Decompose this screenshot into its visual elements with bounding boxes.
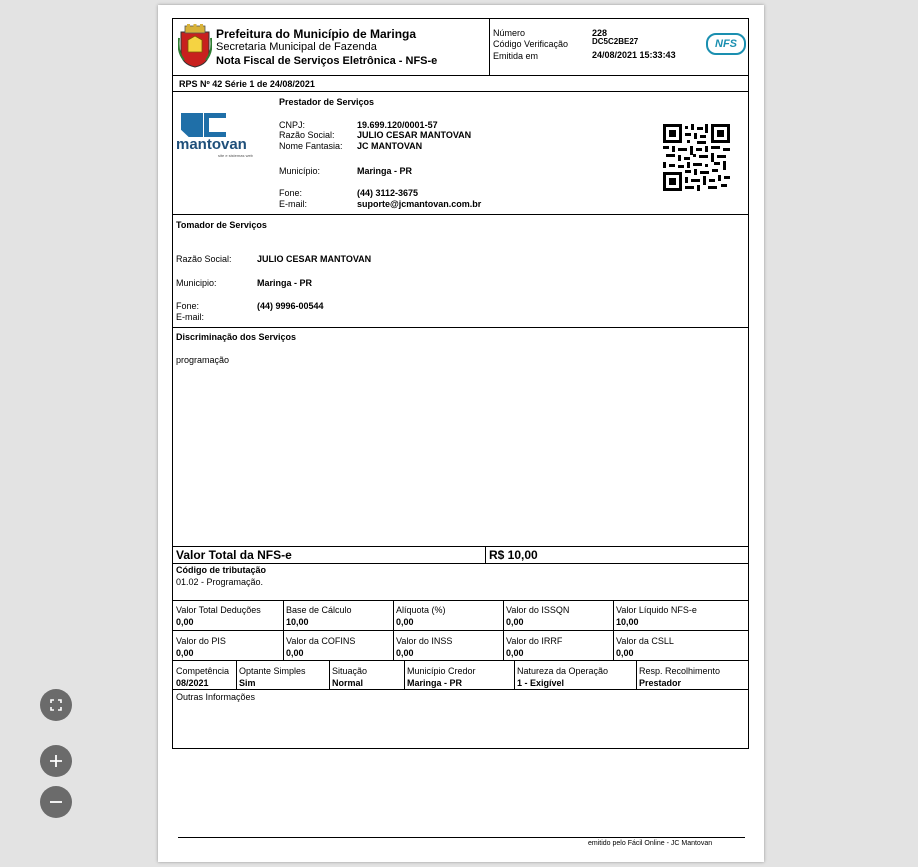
fit-page-button[interactable]: [40, 689, 72, 721]
prestador-municipio: Maringa - PR: [357, 166, 413, 176]
discriminacao-box: [172, 327, 749, 547]
liquido-value: 10,00: [616, 617, 639, 627]
tomador-fone: (44) 9996-00544: [257, 301, 324, 311]
competencia-label: Competência: [176, 666, 230, 676]
org-subtitle: Secretaria Municipal de Fazenda: [216, 41, 377, 53]
issqn-label: Valor do ISSQN: [506, 605, 570, 615]
natureza-value: 1 - Exigível: [517, 678, 565, 688]
discriminacao-title: Discriminação dos Serviços: [176, 332, 297, 342]
minus-icon: [49, 795, 63, 809]
nfse-logo: [706, 33, 746, 55]
situacao-value: Normal: [332, 678, 364, 688]
org-name: Prefeitura do Município de Maringa: [216, 27, 417, 41]
prestador-fone: (44) 3112-3675: [357, 188, 419, 198]
natureza-label: Natureza da Operação: [517, 666, 609, 676]
prestador-email-label: E-mail:: [279, 199, 308, 209]
prestador-municipio-label: Município:: [279, 166, 321, 176]
prestador-fone-label: Fone:: [279, 188, 303, 198]
total-label: Valor Total da NFS-e: [176, 548, 292, 562]
prestador-fantasia: JC MANTOVAN: [357, 141, 423, 151]
total-value: R$ 10,00: [489, 548, 538, 562]
prestador-fantasia-label: Nome Fantasia:: [279, 141, 343, 151]
municipio-credor-label: Município Credor: [407, 666, 476, 676]
competencia-value: 08/2021: [176, 678, 209, 688]
plus-icon: [49, 754, 63, 768]
irrf-value: 0,00: [506, 648, 524, 658]
issqn-value: 0,00: [506, 617, 524, 627]
tomador-razao-label: Razão Social:: [176, 254, 232, 264]
optante-label: Optante Simples: [239, 666, 306, 676]
deducoes-label: Valor Total Deduções: [176, 605, 261, 615]
optante-value: Sim: [239, 678, 256, 688]
codigo-value: DC5C2BE27: [592, 37, 639, 46]
discriminacao-text: programação: [176, 355, 230, 365]
codigo-label: Código Verificação: [493, 39, 569, 49]
qr-code: [663, 124, 730, 191]
footer-rule: [178, 837, 745, 838]
document-page: [158, 5, 764, 862]
footer-text: emitido pelo Fácil Online - JC Mantovan: [588, 840, 713, 847]
aliquota-value: 0,00: [396, 617, 414, 627]
outras-label: Outras Informações: [176, 692, 256, 702]
cofins-label: Valor da COFINS: [286, 636, 356, 646]
company-logo-tagline: site e sistemas web: [218, 153, 253, 158]
aliquota-label: Alíquota (%): [396, 605, 446, 615]
zoom-out-button[interactable]: [40, 786, 72, 818]
irrf-label: Valor do IRRF: [506, 636, 563, 646]
tributacao-text: 01.02 - Programação.: [176, 577, 264, 587]
base-calculo-value: 10,00: [286, 617, 309, 627]
prestador-razao-label: Razão Social:: [279, 130, 335, 140]
outras-box: [172, 689, 749, 749]
tomador-municipio: Maringa - PR: [257, 278, 313, 288]
prestador-cnpj: 19.699.120/0001-57: [357, 120, 438, 130]
liquido-label: Valor Líquido NFS-e: [616, 605, 697, 615]
inss-value: 0,00: [396, 648, 414, 658]
pis-label: Valor do PIS: [176, 636, 226, 646]
tomador-municipio-label: Municipio:: [176, 278, 217, 288]
prestador-razao: JULIO CESAR MANTOVAN: [357, 130, 472, 140]
tomador-fone-label: Fone:: [176, 301, 200, 311]
prestador-email: suporte@jcmantovan.com.br: [357, 199, 482, 209]
document-title: Nota Fiscal de Serviços Eletrônica - NFS-e: [216, 55, 438, 67]
resp-recolhimento-label: Resp. Recolhimento: [639, 666, 721, 676]
resp-recolhimento-value: Prestador: [639, 678, 682, 688]
tomador-email-label: E-mail:: [176, 312, 205, 322]
company-logo: [176, 113, 258, 161]
tributacao-title: Código de tributação: [176, 565, 266, 575]
numero-label: Número: [493, 28, 526, 38]
tomador-razao: JULIO CESAR MANTOVAN: [257, 254, 372, 264]
inss-label: Valor do INSS: [396, 636, 453, 646]
deducoes-value: 0,00: [176, 617, 194, 627]
csll-label: Valor da CSLL: [616, 636, 674, 646]
numero-value: 228: [592, 28, 608, 38]
company-logo-text: mantovan: [176, 136, 247, 153]
prestador-title: Prestador de Serviços: [279, 97, 375, 107]
coat-of-arms-icon: [178, 24, 212, 68]
base-calculo-label: Base de Cálculo: [286, 605, 352, 615]
pis-value: 0,00: [176, 648, 194, 658]
situacao-label: Situação: [332, 666, 368, 676]
tomador-title: Tomador de Serviços: [176, 220, 267, 230]
prestador-cnpj-label: CNPJ:: [279, 120, 306, 130]
rps-text: RPS Nº 42 Série 1 de 24/08/2021: [179, 79, 315, 89]
nfse-logo-text: NFS: [715, 37, 737, 50]
emitida-label: Emitida em: [493, 51, 539, 61]
csll-value: 0,00: [616, 648, 634, 658]
zoom-in-button[interactable]: [40, 745, 72, 777]
cofins-value: 0,00: [286, 648, 304, 658]
emitida-value: 24/08/2021 15:33:43: [592, 50, 676, 60]
municipio-credor-value: Maringa - PR: [407, 678, 463, 688]
fullscreen-icon: [50, 699, 62, 711]
